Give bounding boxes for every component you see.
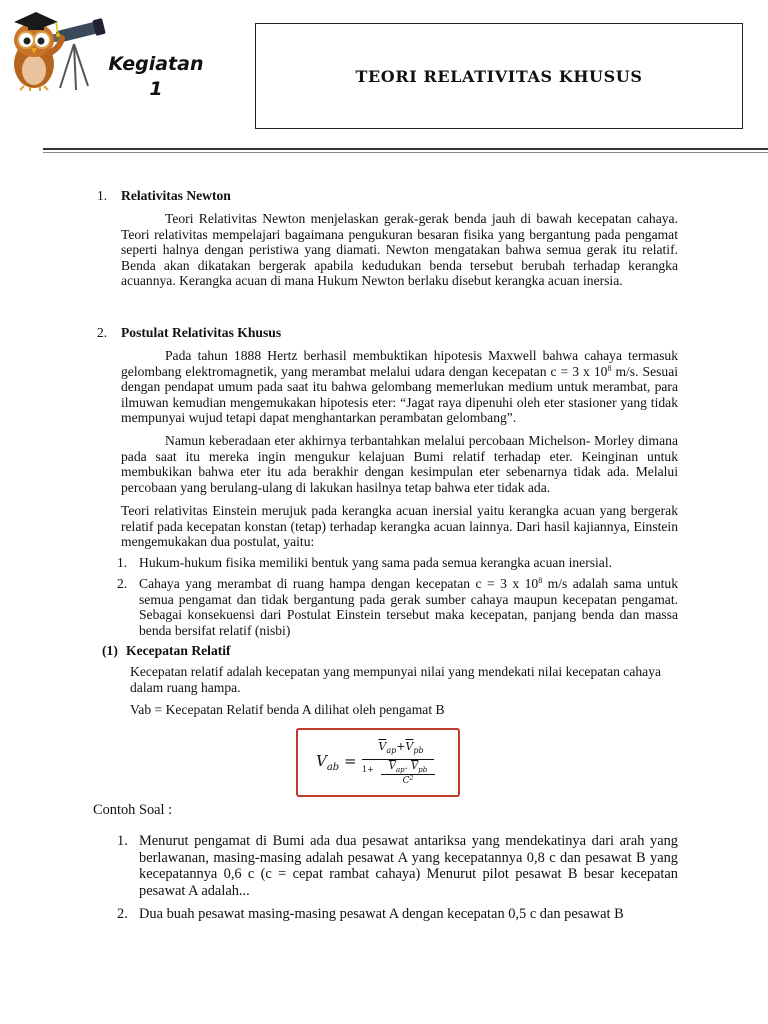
formula-dot: .: [404, 761, 412, 772]
formula-symbol: C: [402, 776, 410, 786]
formula-subscript: pb: [418, 766, 428, 774]
formula-subscript: pb: [413, 746, 424, 756]
formula-subscript: ap: [386, 746, 397, 756]
section-number: 1.: [97, 188, 108, 203]
paragraph: [121, 348, 678, 426]
exponent: 8: [538, 576, 543, 585]
list-item: Hukum-hukum fisika memiliki bentuk yang sama pada semua kerangka acuan inersial.: [139, 555, 613, 570]
formula-symbol: $\overline{V}$: [378, 740, 387, 753]
formula-denominator-bottom: [381, 776, 435, 786]
header-divider: [43, 148, 768, 150]
list-number: 1.: [117, 833, 128, 849]
formula-symbol: $\overline{V}$: [388, 761, 396, 772]
section-number: 2.: [97, 325, 108, 340]
exponent: 8: [607, 363, 612, 373]
formula-denominator-one: 1+: [362, 765, 374, 774]
list-number: 2.: [117, 576, 128, 591]
paragraph: Teori Relativitas Newton menjelaskan gerak-gerak benda jauh di bawah kecepatan cahaya. Teori relativitas mempelajari bagaimana pengukuran besaran fisika yang bergantung pada pengamat seperti halnya dengan peristiwa yang diamati. Newton mengatakan bahwa semua gerak itu relatif. Benda akan dikatakan bergerak apabila kedudukan benda tersebut berubah terhadap kerangka acuannya. Kerangka acuan di mana Hukum Newton berlaku disebut kerangka acuan inersia.: [121, 211, 678, 289]
formula-inner-bar: [381, 774, 435, 775]
formula-fraction-bar: [362, 759, 434, 760]
example-item: Menurut pengamat di Bumi ada dua pesawat antariksa yang mendekatinya dari arah yang berlawanan, masing-masing adalah pesawat A yang kecepatannya 0,8 c dan pesawat B yang kecepatannya 0,6 c (c = cepat rambat cahaya) Menurut pilot pesawat B besar kecepatan pesawat A adalah...: [139, 833, 678, 899]
list-number: 2.: [117, 906, 128, 922]
list-item-text: Cahaya yang merambat di ruang hampa dengan kecepatan c = 3 x 10: [139, 576, 539, 591]
list-item: [139, 576, 678, 638]
list-number: 1.: [117, 555, 128, 570]
subsection-heading: Kecepatan Relatif: [126, 643, 231, 658]
paragraph-text: Pada tahun 1888 Hertz berhasil membuktikan hipotesis Maxwell bahwa cahaya termasuk gelombang elektromagnetik, yang merambat melalui udara dengan kecepatan c = 3 x 10: [121, 348, 678, 379]
formula-subscript: ab: [326, 762, 340, 773]
formula-lhs: [316, 752, 357, 777]
section-heading: Relativitas Newton: [121, 188, 231, 203]
list-item-text: m/s adalah sama untuk semua pengamat dan tidak bergantung pada gerak sumber cahaya maupun kecepatan pengamat. Sebagai konsekuensi dari Postulat Einstein tersebut maka kecepatan, panjang benda dan massa benda bersifat relatif (nisbi): [139, 576, 678, 638]
header-divider-thin: [43, 152, 768, 153]
paragraph: Teori relativitas Einstein merujuk pada kerangka acuan inersial yaitu kerangka acuan yang bergerak relatif pada kecepatan konstan (tetap) terhadap kerangka acuan lainnya. Dari hasil kajiannya, Einstein mengemukakan dua postulat, yaitu:: [121, 503, 678, 550]
owl-telescope-logo: [4, 4, 108, 92]
activity-number: 1: [149, 78, 163, 100]
owl-body-icon: [14, 23, 62, 91]
formula-symbol: $\overline{V}$: [405, 740, 414, 753]
activity-label-text: Kegiatan: [108, 53, 204, 75]
examples-heading: Contoh Soal :: [93, 802, 173, 818]
paragraph: Kecepatan relatif adalah kecepatan yang mempunyai nilai yang mendekati nilai kecepatan cahaya dalam ruang hampa.: [130, 664, 662, 695]
page-title: TEORI RELATIVITAS KHUSUS: [355, 66, 643, 86]
formula-symbol: $\overline{V}$: [411, 761, 419, 772]
paragraph: Vab = Kecepatan Relatif benda A dilihat oleh pengamat B: [130, 702, 445, 717]
formula-equals: =: [344, 752, 357, 770]
activity-label: [98, 52, 214, 102]
paragraph-text: m/s. Sesuai dengan pendapat umum pada saat itu bahwa gelombang memerlukan medium untuk merambat, para ilmuwan kemudian mengemukakan hipotesis eter: “Jagat raya dipenuhi oleh eter stasioner yang tidak mempunyai wujud tetapi dapat menghantarkan perambatan gelombang”.: [121, 363, 679, 426]
section-heading: Postulat Relativitas Khusus: [121, 325, 282, 340]
example-item: Dua buah pesawat masing-masing pesawat A dengan kecepatan 0,5 c dan pesawat B: [139, 906, 624, 922]
formula-exponent: 2: [409, 775, 414, 782]
subsection-number: (1): [102, 643, 118, 658]
formula-numerator: [368, 741, 434, 757]
tripod-icon: [60, 44, 88, 90]
formula-symbol: V: [316, 752, 327, 770]
formula-plus: +: [396, 740, 406, 753]
title-box: [255, 23, 743, 129]
formula-subscript: ap: [396, 766, 405, 774]
paragraph: Namun keberadaan eter akhirnya terbantahkan melalui percobaan Michelson- Morley dimana pada saat itu mereka ingin mengukur kelajuan Bumi relatif terhadap eter. Keinginan untuk membukikan bahwa eter itu ada berakhir dengan kesimpulan eter sebenarnya tidak ada. Melalui percobaan yang berulang-ulang di lakukan hasilnya tetap bahwa eter tidak ada.: [121, 433, 678, 495]
